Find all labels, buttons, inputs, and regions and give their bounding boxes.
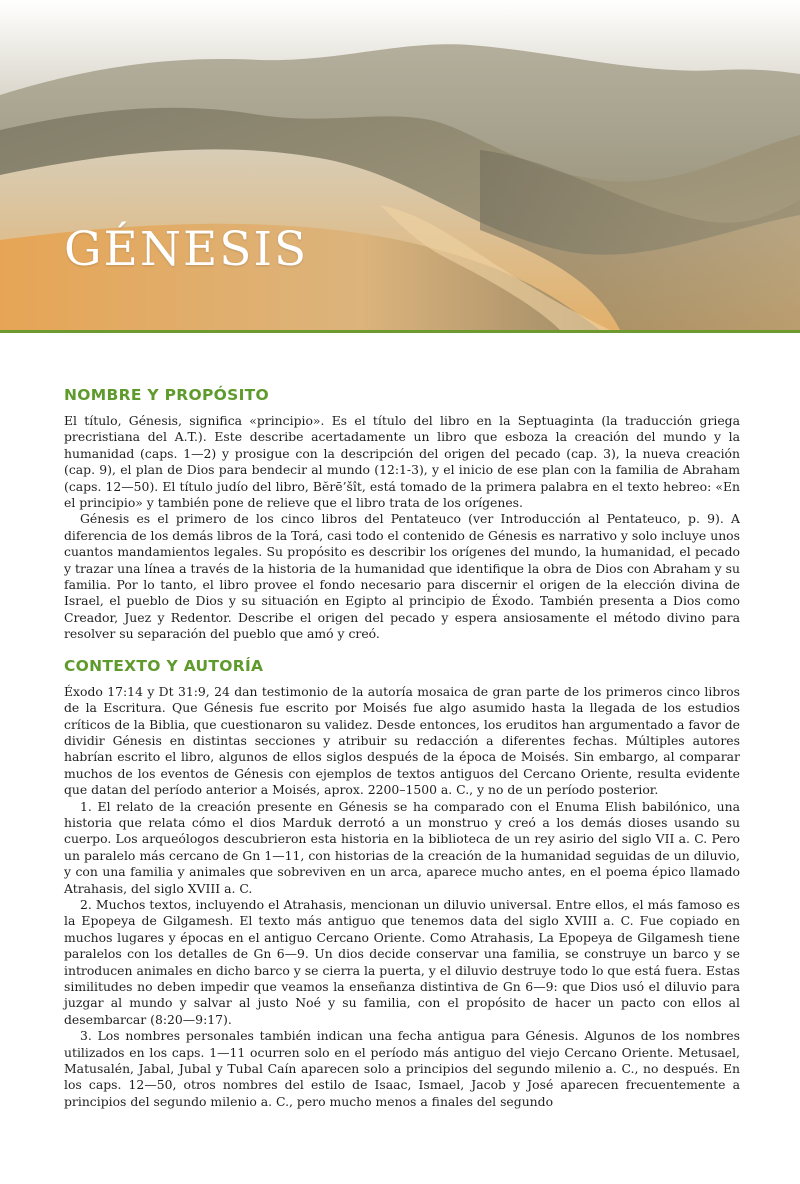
paragraph: El título, Génesis, significa «principio». Es el título del libro en la Septuaginta (la traducción griega precristiana del A.T.). Este describe acertadamente un libro que esboza la creación del mundo y la humanidad (caps. 1—2) y prosigue con la descripción del origen del pecado (cap. 3), la nueva creación (cap. 9), el plan de Dios para bendecir al mundo (12:1-3), y el inicio de ese plan con la familia de Abraham (caps. 12—50). El título judío del libro, Bĕrē’šît, está tomado de la primera palabra en el texto hebreo: «En el principio» y también pone de relieve que el libro trata de los orígenes. bbox=[64, 413, 740, 511]
paragraph: 3. Los nombres personales también indican una fecha antigua para Génesis. Algunos de los nombres utilizados en los caps. 1—11 ocurren solo en el período más antiguo del viejo Cercano Oriente. Metusael, Matusalén, Jabal, Jubal y Tubal Caín aparecen solo a principios del segundo milenio a. C., no después. En los caps. 12—50, otros nombres del estilo de Isaac, Ismael, Jacob y José aparecen frecuentemente a principios del segundo milenio a. C., pero mucho menos a finales del segundo bbox=[64, 1028, 740, 1109]
main-content bbox=[64, 386, 740, 1110]
paragraph: 1. El relato de la creación presente en Génesis se ha comparado con el Enuma Elish babilónico, una historia que relata cómo el dios Marduk derrotó a un monstruo y creó a los demás dioses usando su cuerpo. Los arqueólogos descubrieron esta historia en la biblioteca de un rey asirio del siglo VII a. C. Pero un paralelo más cercano de Gn 1—11, con historias de la creación de la humanidad seguidas de un diluvio, y con una familia y animales que sobreviven en un arca, aparece mucho antes, en el poema épico llamado Atrahasis, del siglo XVIII a. C. bbox=[64, 798, 740, 896]
header-divider bbox=[0, 330, 800, 333]
desert-dunes-image bbox=[0, 0, 800, 330]
section-heading-name-purpose: NOMBRE Y PROPÓSITO bbox=[64, 386, 270, 404]
book-title: GÉNESIS bbox=[64, 222, 309, 277]
header-banner bbox=[0, 0, 800, 330]
paragraph: Génesis es el primero de los cinco libros del Pentateuco (ver Introducción al Pentateuco, p. 9). A diferencia de los demás libros de la Torá, casi todo el contenido de Génesis es narrativo y solo incluye unos cuantos mandamientos legales. Su propósito es describir los orígenes del mundo, la humanidad, el pecado y trazar una línea a través de la historia de la humanidad que identifique la obra de Dios con Abraham y su familia. Por lo tanto, el libro provee el fondo necesario para discernir el origen de la elección divina de Israel, el pueblo de Dios y su situación en Egipto al principio de Éxodo. También presenta a Dios como Creador, Juez y Redentor. Describe el origen del pecado y espera ansiosamente el método divino para resolver su separación del pueblo que amó y creó. bbox=[64, 511, 740, 642]
paragraph: 2. Muchos textos, incluyendo el Atrahasis, mencionan un diluvio universal. Entre ellos, el más famoso es la Epopeya de Gilgamesh. El texto más antiguo que tenemos data del siglo XVIII a. C. Fue copiado en muchos lugares y épocas en el antiguo Cercano Oriente. Como Atrahasis, La Epopeya de Gilgamesh tiene paralelos con los detalles de Gn 6—9. Un dios decide conservar una familia, se construye un barco y se introducen animales en dicho barco y se cierra la puerta, y el diluvio destruye todo lo que está fuera. Estas similitudes no deben impedir que veamos la enseñanza distintiva de Gn 6—9: que Dios usó el diluvio para juzgar al mundo y salvar al justo Noé y su familia, con el propósito de hacer un pacto con ellos al desembarcar (8:20—9:17). bbox=[64, 896, 740, 1027]
section-heading-context-authorship: CONTEXTO Y AUTORÍA bbox=[64, 656, 264, 675]
paragraph: Éxodo 17:14 y Dt 31:9, 24 dan testimonio de la autoría mosaica de gran parte de los primeros cinco libros de la Escritura. Que Génesis fue escrito por Moisés fue algo asumido hasta la llegada de los estudios críticos de la Biblia, que cuestionaron su validez. Desde entonces, los eruditos han argumentado a favor de dividir Génesis en distintas secciones y atribuir su redacción a diferentes fechas. Múltiples autores habrían escrito el libro, algunos de ellos siglos después de la época de Moisés. Sin embargo, al comparar muchos de los eventos de Génesis con ejemplos de textos antiguos del Cercano Oriente, resulta evidente que datan del período anterior a Moisés, aprox. 2200–1500 a. C., y no de un período posterior. bbox=[64, 683, 740, 798]
